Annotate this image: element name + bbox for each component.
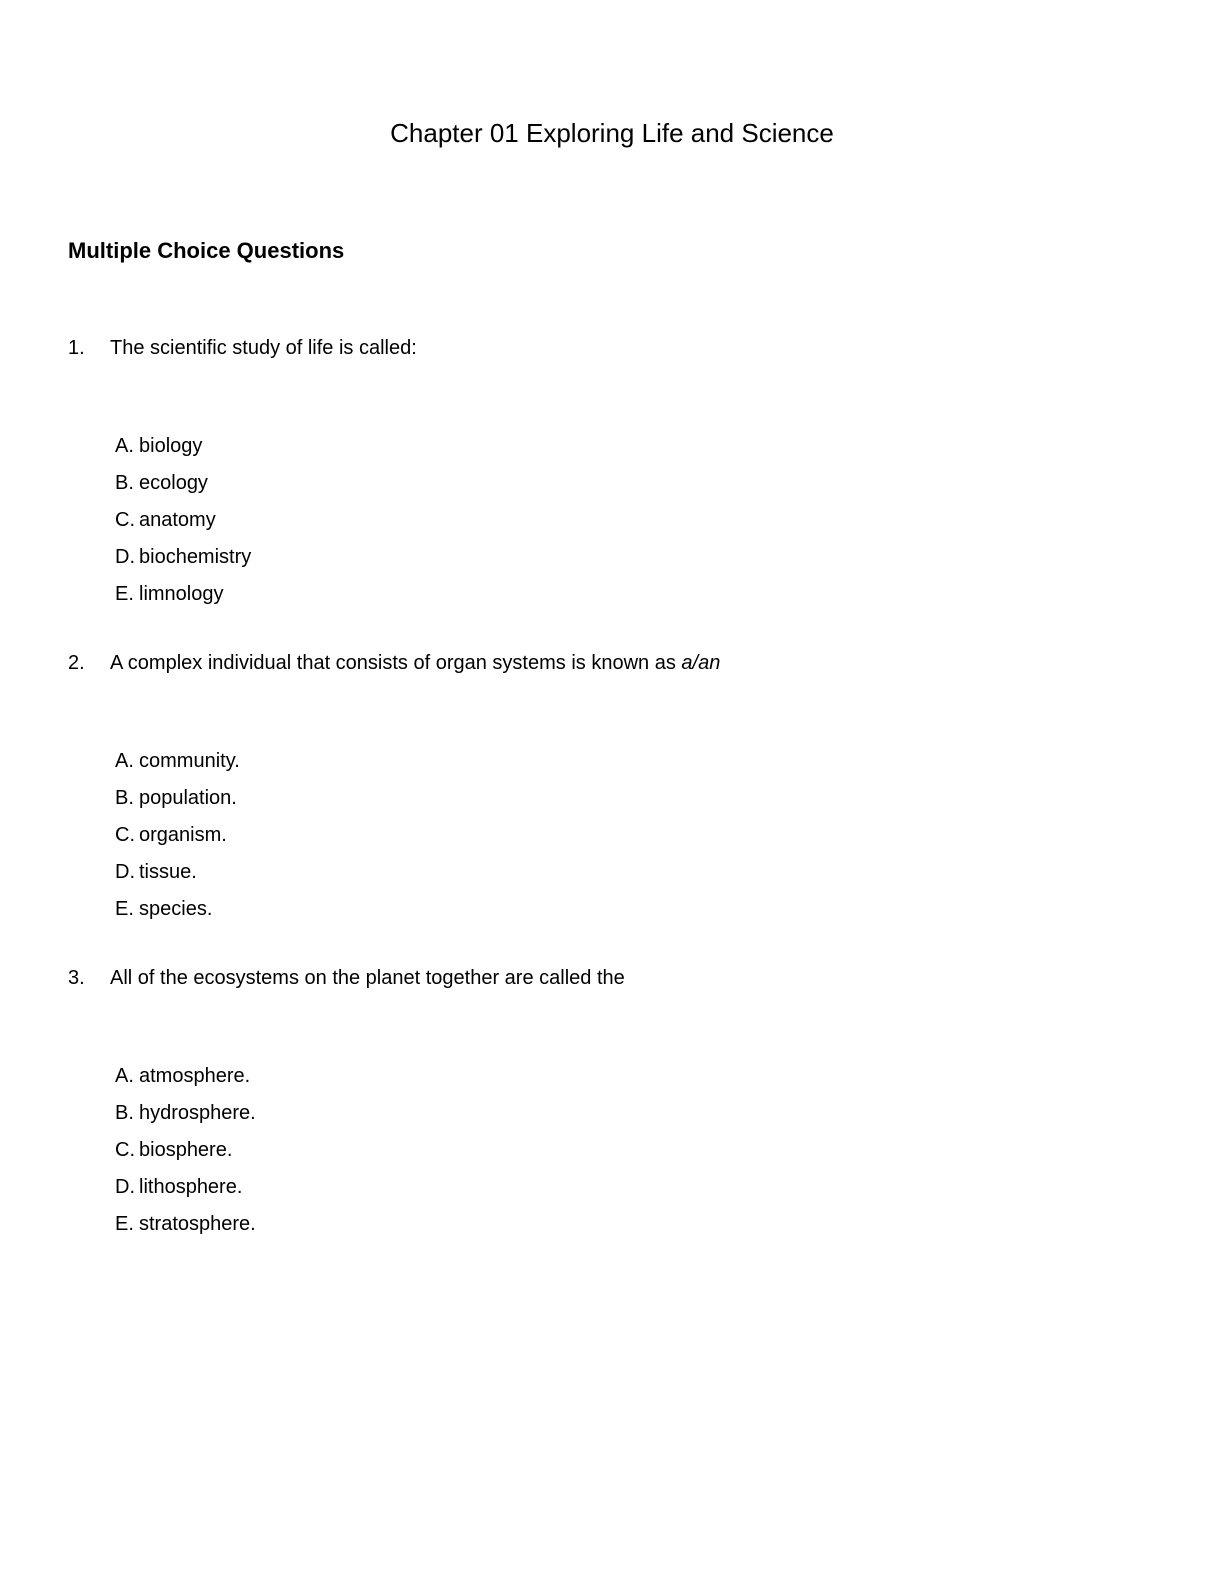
option-a bbox=[115, 1058, 1224, 1095]
question-1 bbox=[0, 330, 1224, 613]
option-b bbox=[115, 1095, 1224, 1132]
option-text: atmosphere. bbox=[139, 1065, 251, 1087]
option-letter: C. bbox=[115, 824, 135, 846]
question-number: 1. bbox=[68, 337, 85, 359]
option-letter: A. bbox=[115, 435, 134, 457]
question-3-options bbox=[115, 1058, 1224, 1243]
option-text: community. bbox=[139, 750, 240, 772]
option-e bbox=[115, 576, 1224, 613]
question-stem-text: A complex individual that consists of organ systems is known as bbox=[110, 652, 682, 674]
option-text: limnology bbox=[139, 583, 224, 605]
question-1-stem-row bbox=[0, 330, 1224, 367]
option-letter: D. bbox=[115, 546, 135, 568]
option-letter: A. bbox=[115, 750, 134, 772]
option-c bbox=[115, 1132, 1224, 1169]
option-text: tissue. bbox=[139, 861, 197, 883]
option-text: lithosphere. bbox=[139, 1176, 243, 1198]
option-text: hydrosphere. bbox=[139, 1102, 256, 1124]
question-stem bbox=[110, 330, 417, 367]
option-text: species. bbox=[139, 898, 213, 920]
option-e bbox=[115, 891, 1224, 928]
option-letter: E. bbox=[115, 1213, 134, 1235]
question-1-options bbox=[115, 428, 1224, 613]
question-2-options bbox=[115, 743, 1224, 928]
option-e bbox=[115, 1206, 1224, 1243]
question-stem-text: The scientific study of life is called: bbox=[110, 337, 417, 359]
option-d bbox=[115, 1169, 1224, 1206]
option-b bbox=[115, 780, 1224, 817]
question-number: 3. bbox=[68, 967, 85, 989]
option-letter: E. bbox=[115, 898, 134, 920]
option-text: population. bbox=[139, 787, 237, 809]
option-letter: C. bbox=[115, 509, 135, 531]
questions-list bbox=[0, 330, 1224, 1243]
option-c bbox=[115, 502, 1224, 539]
option-b bbox=[115, 465, 1224, 502]
question-3-stem-row bbox=[0, 960, 1224, 997]
option-text: biology bbox=[139, 435, 203, 457]
question-3 bbox=[0, 960, 1224, 1243]
question-stem-text: All of the ecosystems on the planet together are called the bbox=[110, 967, 625, 989]
document-title: Chapter 01 Exploring Life and Science bbox=[390, 118, 834, 148]
section-heading: Multiple Choice Questions bbox=[68, 238, 345, 263]
question-number: 2. bbox=[68, 652, 85, 674]
option-d bbox=[115, 539, 1224, 576]
option-text: ecology bbox=[139, 472, 208, 494]
option-text: stratosphere. bbox=[139, 1213, 256, 1235]
question-stem bbox=[110, 645, 720, 682]
question-2-stem-row bbox=[0, 645, 1224, 682]
option-d bbox=[115, 854, 1224, 891]
option-letter: A. bbox=[115, 1065, 134, 1087]
option-letter: D. bbox=[115, 861, 135, 883]
option-a bbox=[115, 428, 1224, 465]
question-2 bbox=[0, 645, 1224, 928]
option-text: biochemistry bbox=[139, 546, 252, 568]
option-a bbox=[115, 743, 1224, 780]
option-text: anatomy bbox=[139, 509, 216, 531]
option-c bbox=[115, 817, 1224, 854]
question-stem bbox=[110, 960, 625, 997]
question-stem-italic: a/an bbox=[681, 652, 721, 674]
option-letter: C. bbox=[115, 1139, 135, 1161]
option-letter: B. bbox=[115, 1102, 134, 1124]
option-text: biosphere. bbox=[139, 1139, 233, 1161]
option-letter: B. bbox=[115, 787, 134, 809]
option-letter: E. bbox=[115, 583, 134, 605]
option-text: organism. bbox=[139, 824, 227, 846]
option-letter: D. bbox=[115, 1176, 135, 1198]
option-letter: B. bbox=[115, 472, 134, 494]
